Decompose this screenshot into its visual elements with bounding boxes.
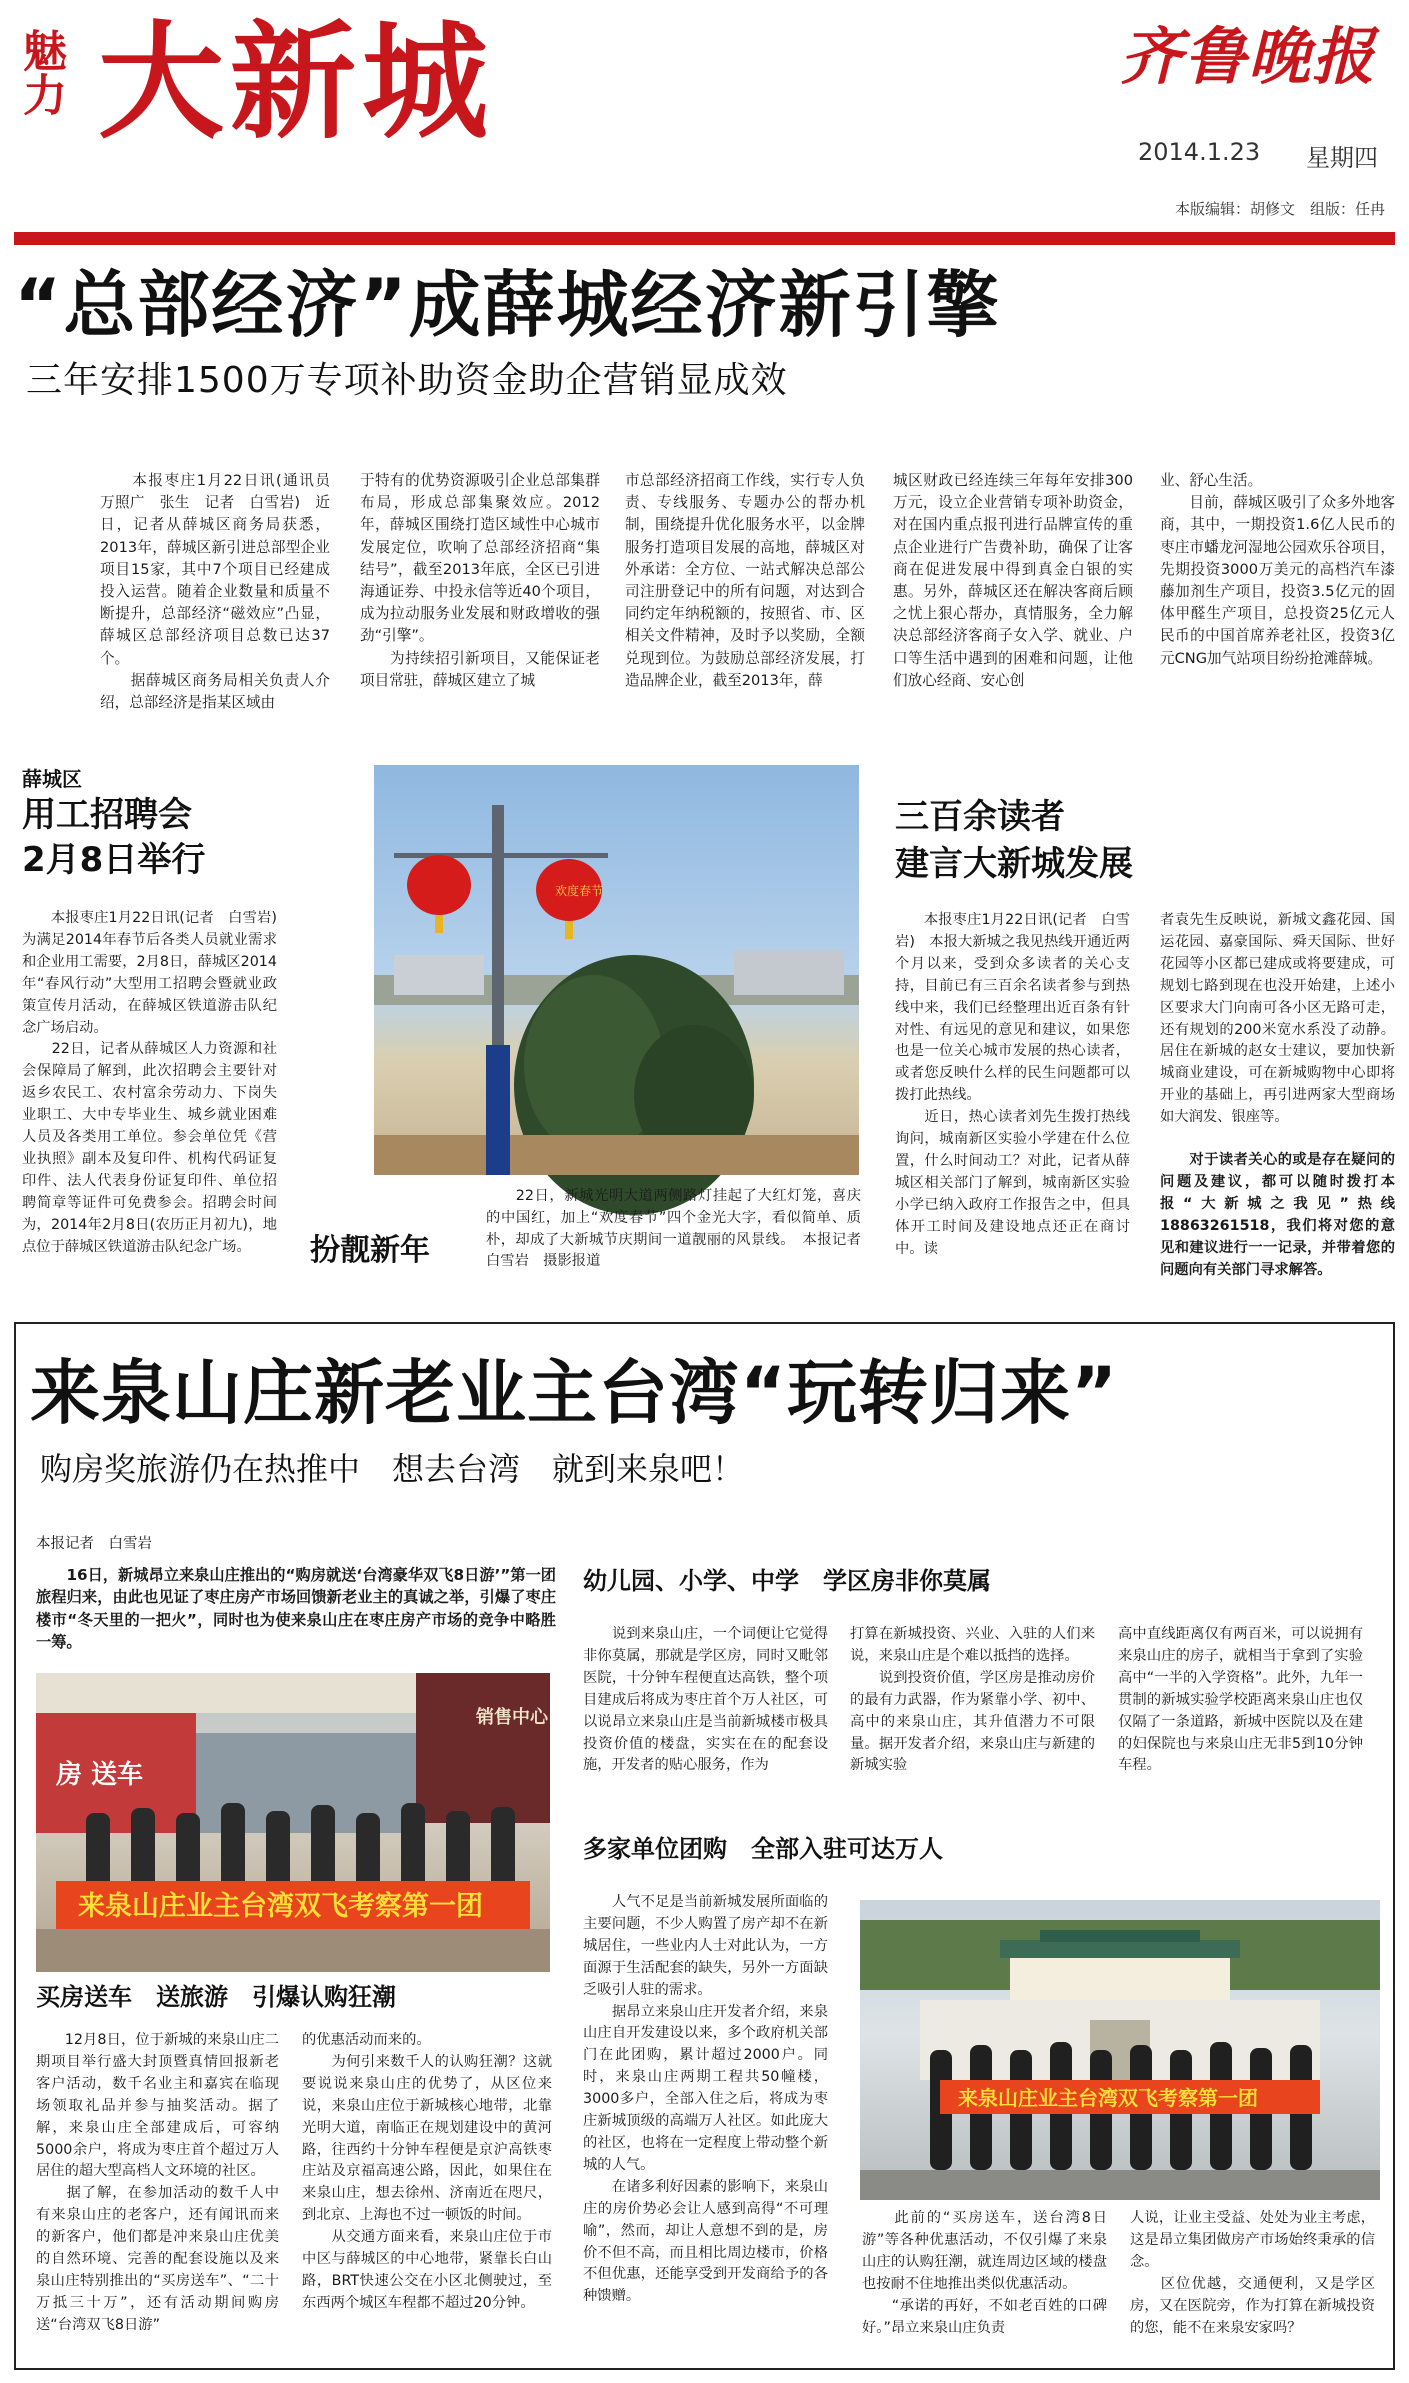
lead-column-3: 市总部经济招商工作线，实行专人负责、专线服务、专题办公的帮办机制，围绕提升优化服务水平，以金牌服务打造项目发展的高地，薛城区对外承诺：全方位、一站式解决总部公司注册登记中的所有问题，对达到合同约定年纳税额的，按照省、市、区相关文件精神，及时予以奖励，全额兑现到位。为鼓励总部经济发展，打造品牌企业，截至2013年，薛 [625,472,865,689]
section3-column-1: 人气不足是当前新城发展所面临的主要问题，不少人购置了房产却不在新城居住，一些业内人士对此认为，一方面源于生活配套的缺失，另外一方面缺乏吸引人驻的需求。 据昂立来泉山庄开发者介绍，来泉山庄自开发建设以来，多个政府机关部门在此团购，累计超过2000户。同时，来泉山庄两期工程共50幢楼，3000多户，全部入住之后，将成为枣庄新城顶级的高端万人社区。如此庞大的社区，也将在一定程度上带动整个新城的人气。 在诸多利好因素的影响下，来泉山庄的房价势必会让人感到高得“不可理喻”，然而，却让人意想不到的是，房价不但不高，而且相比周边楼市，价格不但优惠，还能享受到开发商给予的各种馈赠。 [583,1894,828,2305]
section3-column-2: 此前的“买房送车，送台湾8日游”等各种优惠活动，不仅引爆了来泉山庄的认购狂潮，就连周边区域的楼盘也按耐不住地推出类似优惠活动。 “承诺的再好，不如老百姓的口碑好。”昂立来泉山庄负责 [862,2210,1107,2336]
section2-title: 幼儿园、小学、中学 学区房非你莫属 [583,1567,991,1595]
sales-banner: 来泉山庄业主台湾双飞考察第一团 [78,1891,483,1922]
issue-weekday: 星期四 [1306,144,1378,172]
section-name-small: 魅力 [15,28,66,116]
taiwan-banner: 来泉山庄业主台湾双飞考察第一团 [958,2086,1258,2110]
lead-column-1: 本报枣庄1月22日讯(通讯员 万照广 张生 记者 白雪岩) 近日，记者从薛城区商务局获悉，2013年，薛城区新引进总部型企业项目15家，其中7个项目已经建成投入运营。随着企业数量和质量不断提升，总部经济“磁效应”凸显，薛城区总部经济项目总数已达37个。 据薛城区商务局相关负责人介绍，总部经济是指某区域由 [100,472,330,712]
readers-title-1: 三百余读者 [895,797,1065,837]
sales-center-scene [36,1673,550,1972]
readers-column-2: 者袁先生反映说，新城文鑫花园、国运花园、嘉豪国际、舜天国际、世好花园等小区都已建成或将要建成，可规划七路到现在也没开始建，上述小区要求大门向南可各小区无路可走，还有规划的200米宽水系没了动静。居住在新城的赵女士建议，要加快新城商业建设，可在新城购物中心即将开业的基础上，再引进两家大型商场如大润发、银座等。 [1160,912,1395,1126]
lead-column-2: 于特有的优势资源吸引企业总部集群布局，形成总部集聚效应。2012年，薛城区围绕打造区域性中心城市发展定位，吹响了总部经济招商“集结号”，截至2013年底，全区已引进海通证券、中投永信等近40个项目，成为拉动服务业发展和财政增收的强劲“引擎”。 为持续招引新项目，又能保证老项目常驻，薛城区建立了城 [360,472,600,689]
section-name-big: 大新城 [98,9,494,156]
section1-column-2: 的优惠活动而来的。 为何引来数千人的认购狂潮？这就要说说来泉山庄的优势了，从区位来说，来泉山庄位于新城核心地带，北靠光明大道，南临正在规划建设中的黄河路，往西约十分钟车程便是京沪高铁枣庄站及京福高速公路，因此，如果住在来泉山庄，想去徐州、济南近在咫尺，到北京、上海也不过一顿饭的时间。 从交通方面来看，来泉山庄位于市中区与薛城区的中心地带，紧靠长白山路，BRT快速公交在小区北侧驶过，至东西两个城区车程都不超过20分钟。 [302,2032,552,2311]
masthead-rule [14,232,1395,245]
lantern-scene [374,765,859,1175]
sales-center-photo [36,1673,550,1972]
lead-headline: “总部经济”成薛城经济新引擎 [14,263,1001,347]
readers-title-2: 建言大新城发展 [895,844,1133,884]
readers-column-2-bold: 对于读者关心的或是存在疑问的问题及建议，都可以随时拨打本报“大新城之我见”热线18863261518，我们将对您的意见和建议进行一一记录，并带着您的问题向有关部门寻求解答。 [1160,1152,1395,1278]
lantern-photo [374,765,859,1175]
car-sign: 房 送车 [56,1760,144,1790]
feature-byline: 本报记者 白雪岩 [36,1536,152,1552]
lead-column-4: 城区财政已经连续三年每年安排300万元，设立企业营销专项补助资金，对在国内重点报刊进行品牌宣传的重点企业进行广告费补助，确保了让客商在促进发展中得到真金白银的实惠。另外，薛城区还在解决客商后顾之忧上狠心帮办，真情服务，全力解决总部经济客商子女入学、就业、户口等生活中遇到的困难和问题，让他们放心经商、安心创 [893,472,1133,689]
section3-column-3: 人说，让业主受益、处处为业主考虑，这是昂立集团做房产市场始终秉承的信念。 区位优越，交通便利，又是学区房，又在医院旁，作为打算在新城投资的您，能不在来泉安家吗？ [1130,2210,1375,2336]
section2-column-3: 高中直线距离仅有两百米，可以说拥有来泉山庄的房子，就相当于拿到了实验高中“一半的入学资格”。此外，九年一贯制的新城实验学校距离来泉山庄也仅仅隔了一条道路，新城中医院以及在建的妇保院也与来泉山庄无非5到10分钟车程。 [1118,1626,1363,1774]
feature-headline: 来泉山庄新老业主台湾“玩转归来” [30,1352,1119,1434]
section1-column-1: 12月8日，位于新城的来泉山庄二期项目举行盛大封顶暨真情回报新老客户活动，数千名业主和嘉宾在临现场领取礼品并参与抽奖活动。据了解，来泉山庄全部建成后，可容纳5000余户，将成为枣庄首个超过万人居住的超大型高档人文环境的社区。 据了解，在参加活动的数千人中有来泉山庄的老客户，还有闻讯而来的新客户，他们都是冲来泉山庄优美的自然环境、完善的配套设施以及来泉山庄特别推出的“买房送车”、“二十万抵三十万”，还有活动期间购房送“台湾双飞8日游” [36,2032,279,2333]
taiwan-group-photo [860,1900,1380,2200]
jobfair-title-1: 用工招聘会 [22,795,192,835]
section3-title: 多家单位团购 全部入驻可达万人 [583,1835,943,1863]
section1-title: 买房送车 送旅游 引爆认购狂潮 [36,1983,396,2011]
issue-date: 2014.1.23 [1138,138,1261,166]
jobfair-kicker: 薛城区 [22,767,82,791]
feature-intro: 16日，新城昂立来泉山庄推出的“购房就送‘台湾豪华双飞8日游’”第一团旅程归来，由此也见证了枣庄房产市场回馈新老业主的真诚之举，引爆了枣庄楼市“冬天里的一把火”，同时也为使来泉山庄在枣庄房产市场的竞争中略胜一筹。 [36,1566,556,1651]
editors-line: 本版编辑：胡修文 组版：任冉 [1175,200,1386,218]
photo1-caption: 22日，新城光明大道两侧路灯挂起了大红灯笼，喜庆的中国红，加上“欢度春节”四个金光大字，看似简单、质朴，却成了大新城节庆期间一道靓丽的风景线。 本报记者 白雪岩 摄影报道 [486,1188,876,1270]
section2-column-2: 打算在新城投资、兴业、入驻的人们来说，来泉山庄是个难以抵挡的选择。 说到投资价值，学区房是推动房价的最有力武器，作为紧靠小学、初中、高中的来泉山庄，其升值潜力不可限量。据开发者介绍，来泉山庄与新建的新城实验 [850,1626,1095,1774]
jobfair-title-2: 2月8日举行 [22,840,206,880]
readers-column-1: 本报枣庄1月22日讯(记者 白雪岩) 本报大新城之我见热线开通近两个月以来，受到众多读者的关心支持，目前已有三百余名读者参与到热线中来，我们已经整理出近百条有针对性、有远见的意见和建议，如果您也是一位关心城市发展的热心读者，或者您反映什么样的民生问题都可以拨打此热线。 近日，热心读者刘先生拨打热线询问，城南新区实验小学建在什么位置，什么时间动工？对此，记者从薛城区相关部门了解到，城南新区实验小学已纳入政府工作报告之中，但具体开工时间及建设地点还正在商讨中。读 [895,912,1130,1257]
sales-sign: 销售中心 [476,1707,548,1728]
photo1-label: 扮靓新年 [310,1233,430,1268]
feature-subhead: 购房奖旅游仍在热推中 想去台湾 就到来泉吧！ [40,1450,745,1488]
section2-column-1: 说到来泉山庄，一个词便让它觉得非你莫属，那就是学区房，同时又毗邻医院，十分钟车程便直达高铁，整个项目建成后将成为枣庄首个万人社区，可以说昂立来泉山庄是当前新城楼市极具投资价值的楼盘，实实在在的配套设施，开发者的贴心服务，作为 [583,1626,828,1774]
jobfair-body: 本报枣庄1月22日讯(记者 白雪岩) 为满足2014年春节后各类人员就业需求和企业用工需要，2月8日，薛城区2014年“春风行动”大型用工招聘会暨就业政策宣传月活动，在薛城区铁道游击队纪念广场启动。 22日，记者从薛城区人力资源和社会保障局了解到，此次招聘会主要针对返乡农民工、农村富余劳动力、下岗失业职工、大中专毕业生、城乡就业困难人员及各类用工单位。参会单位凭《营业执照》副本及复印件、机构代码证复印件、法人代表身份证复印件、单位招聘简章等证件可免费参会。招聘会时间为，2014年2月8日(农历正月初九)，地点位于薛城区铁道游击队纪念广场。 [22,910,277,1255]
taiwan-scene [860,1900,1380,2200]
lead-column-5: 业、舒心生活。 目前，薛城区吸引了众多外地客商，其中，一期投资1.6亿人民币的枣庄市蟠龙河湿地公园欢乐谷项目，先期投资3000万美元的高档汽车漆藤加剂生产项目，投资3.5亿元的固体甲醛生产项目，总投资25亿元人民币的中国首席养老社区，投资3亿元CNG加气站项目纷纷抢滩薛城。 [1160,472,1395,667]
lantern-text: 欢度春节 [555,884,604,898]
lead-subhead: 三年安排1500万专项补助资金助企营销显成效 [26,360,788,401]
paper-logo: 齐鲁晚报 [1120,20,1377,93]
